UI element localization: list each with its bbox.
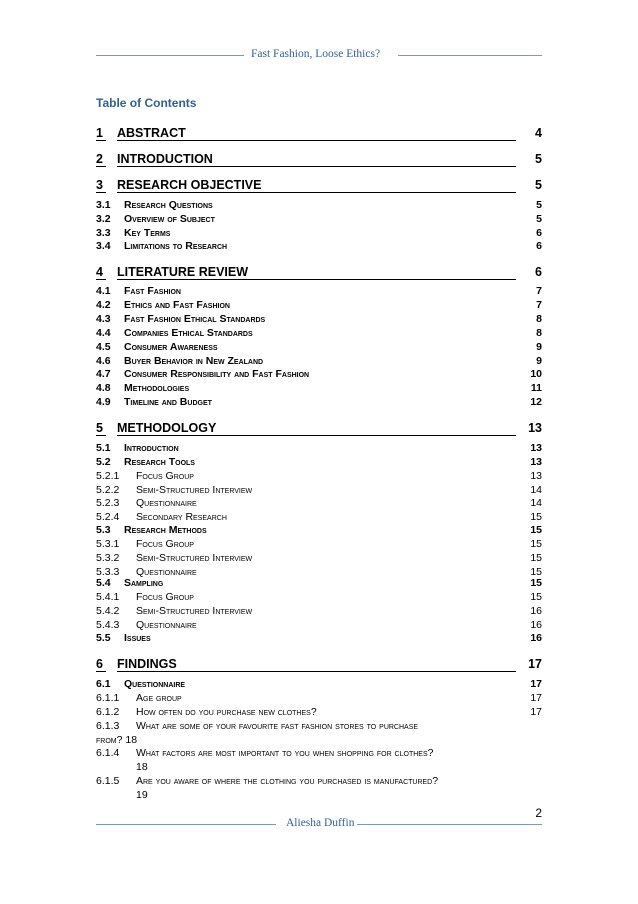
- toc-label: Overview of Subject: [124, 213, 215, 225]
- toc-number: 6.1: [96, 678, 111, 690]
- toc-page: 17: [530, 678, 542, 690]
- toc-label: What are some of your favourite fast fashion stores to purchase: [136, 720, 419, 732]
- toc-number: 5.3.3: [96, 566, 120, 578]
- header-rule-right: [398, 55, 542, 56]
- toc-page: 7: [536, 285, 542, 297]
- toc-number: 4.1: [96, 285, 111, 297]
- running-header: Fast Fashion, Loose Ethics?: [251, 48, 381, 60]
- toc-entry[interactable]: [96, 368, 542, 382]
- toc-entry[interactable]: [96, 497, 542, 511]
- toc-entry[interactable]: [96, 152, 542, 168]
- toc-page: 13: [530, 442, 542, 454]
- toc-entry[interactable]: [96, 632, 542, 646]
- toc-number: 3.4: [96, 240, 111, 252]
- toc-label: Sampling: [124, 577, 164, 589]
- toc-label: Companies Ethical Standards: [124, 327, 253, 339]
- toc-entry[interactable]: [96, 227, 542, 241]
- toc-entry[interactable]: [96, 470, 542, 484]
- toc-label: Questionnaire: [136, 619, 197, 631]
- toc-entry[interactable]: [96, 240, 542, 254]
- toc-number: 4.8: [96, 382, 111, 394]
- toc-label: Buyer Behavior in New Zealand: [124, 355, 264, 367]
- toc-page: 17: [530, 706, 542, 718]
- toc-number: 5.2.4: [96, 511, 120, 523]
- toc-number: 5.4.3: [96, 619, 120, 631]
- toc-page: 6: [536, 227, 542, 239]
- toc-entry[interactable]: [96, 524, 542, 538]
- toc-number: 5.2: [96, 456, 111, 468]
- footer-rule-left: [96, 824, 276, 825]
- toc-page: 6: [535, 265, 542, 279]
- toc-label: Focus Group: [136, 470, 194, 482]
- toc-label: Research Questions: [124, 199, 213, 211]
- toc-number: 1: [96, 126, 106, 141]
- toc-label: Timeline and Budget: [124, 396, 212, 408]
- toc-label: Questionnaire: [124, 678, 186, 690]
- toc-page: 15: [530, 566, 542, 578]
- toc-number: 4.5: [96, 341, 111, 353]
- toc-page: 4: [535, 126, 542, 140]
- toc-label: Focus Group: [136, 538, 194, 550]
- toc-page: 14: [530, 484, 542, 496]
- toc-number: 5.1: [96, 442, 111, 454]
- toc-page: 5: [536, 213, 542, 225]
- toc-page: 5: [536, 199, 542, 211]
- toc-label: Introduction: [124, 442, 179, 454]
- toc-entry[interactable]: [96, 552, 542, 566]
- toc-page: 10: [530, 368, 542, 380]
- toc-entry[interactable]: [96, 178, 542, 194]
- toc-number: 6.1.4: [96, 747, 120, 759]
- toc-label: Research Tools: [124, 456, 195, 468]
- toc-page: 15: [530, 538, 542, 550]
- toc-label: METHODOLOGY: [117, 421, 516, 436]
- toc-entry[interactable]: [96, 199, 542, 213]
- toc-entry[interactable]: [96, 538, 542, 552]
- toc-page: 15: [530, 552, 542, 564]
- toc-page: 9: [536, 355, 542, 367]
- toc-page: 14: [530, 497, 542, 509]
- toc-entry[interactable]: [96, 213, 542, 227]
- toc-number: 3.1: [96, 199, 111, 211]
- toc-entry[interactable]: [96, 126, 542, 142]
- toc-label: How often do you purchase new clothes?: [136, 706, 317, 718]
- page-number: 2: [535, 806, 542, 820]
- footer-rule-right: [357, 824, 542, 825]
- toc-label: RESEARCH OBJECTIVE: [117, 178, 516, 193]
- toc-title: Table of Contents: [96, 96, 197, 110]
- toc-number: 5.4.1: [96, 591, 120, 603]
- toc-page: 7: [536, 299, 542, 311]
- toc-entry[interactable]: [96, 442, 542, 456]
- toc-number: 3: [96, 178, 106, 193]
- toc-page: 8: [536, 327, 542, 339]
- toc-label: Semi-Structured Interview: [136, 605, 253, 617]
- toc-label: INTRODUCTION: [117, 152, 516, 167]
- toc-number: 4.3: [96, 313, 111, 325]
- toc-entry[interactable]: [96, 511, 542, 525]
- toc-label: Fast Fashion: [124, 285, 181, 297]
- toc-label: Issues: [124, 632, 151, 644]
- toc-label: LITERATURE REVIEW: [117, 265, 516, 280]
- toc-number: 6.1.5: [96, 775, 120, 787]
- toc-number: 5.2.2: [96, 484, 120, 496]
- toc-entry[interactable]: [96, 706, 542, 720]
- toc-label: Limitations to Research: [124, 240, 228, 252]
- toc-page: 13: [530, 456, 542, 468]
- toc-label: Questionnaire: [136, 566, 197, 578]
- toc-page: 8: [536, 313, 542, 325]
- toc-entry[interactable]: [96, 747, 542, 775]
- toc-number: 4.7: [96, 368, 111, 380]
- toc-entry[interactable]: [96, 327, 542, 341]
- toc-page: 15: [530, 511, 542, 523]
- toc-page: 18: [136, 761, 148, 773]
- toc-label-continuation: from?: [96, 734, 123, 746]
- toc-number: 4.6: [96, 355, 111, 367]
- toc-page: 9: [536, 341, 542, 353]
- toc-entry[interactable]: [96, 299, 542, 313]
- toc-page: 11: [530, 382, 542, 394]
- toc-label: Methodologies: [124, 382, 190, 394]
- toc-number: 5.2.1: [96, 470, 120, 482]
- toc-label: Secondary Research: [136, 511, 227, 523]
- toc-number: 6.1.2: [96, 706, 120, 718]
- toc-entry[interactable]: [96, 775, 542, 803]
- toc-page: 16: [530, 632, 542, 644]
- toc-entry[interactable]: [96, 341, 542, 355]
- toc-entry[interactable]: [96, 265, 542, 281]
- footer-author: Aliesha Duffin: [286, 817, 355, 829]
- toc-number: 4.2: [96, 299, 111, 311]
- toc-entry[interactable]: [96, 692, 542, 706]
- toc-page: 6: [536, 240, 542, 252]
- toc-number: 5.3.2: [96, 552, 120, 564]
- toc-page: 15: [530, 524, 542, 536]
- toc-entry[interactable]: [96, 396, 542, 410]
- toc-entry[interactable]: [96, 577, 542, 591]
- toc-entry[interactable]: [96, 720, 542, 748]
- toc-number: 2: [96, 152, 106, 167]
- toc-entry[interactable]: [96, 484, 542, 498]
- toc-page: 15: [530, 591, 542, 603]
- toc-number: 3.3: [96, 227, 111, 239]
- toc-entry[interactable]: [96, 355, 542, 369]
- toc-label: Key Terms: [124, 227, 171, 239]
- toc-entry[interactable]: [96, 285, 542, 299]
- toc-entry[interactable]: [96, 678, 542, 692]
- toc-number: 4.4: [96, 327, 111, 339]
- toc-label: Fast Fashion Ethical Standards: [124, 313, 266, 325]
- toc-label: Are you aware of where the clothing you purchased is manufactured?: [136, 775, 439, 787]
- toc-label: Age group: [136, 692, 182, 704]
- toc-number: 5.3.1: [96, 538, 120, 550]
- toc-entry[interactable]: [96, 605, 542, 619]
- toc-label: Consumer Responsibility and Fast Fashion: [124, 368, 310, 380]
- toc-label: Research Methods: [124, 524, 207, 536]
- toc-label: Ethics and Fast Fashion: [124, 299, 230, 311]
- toc-label: Semi-Structured Interview: [136, 552, 253, 564]
- toc-entry[interactable]: [96, 313, 542, 327]
- toc-page: 17: [530, 692, 542, 704]
- toc-page: 16: [530, 619, 542, 631]
- toc-entry[interactable]: [96, 619, 542, 633]
- toc-label: Focus Group: [136, 591, 194, 603]
- toc-entry[interactable]: [96, 657, 542, 673]
- toc-number: 6.1.3: [96, 720, 120, 732]
- toc-page: 19: [136, 789, 148, 801]
- toc-number: 5.2.3: [96, 497, 120, 509]
- toc-label: Questionnaire: [136, 497, 197, 509]
- toc-label: What factors are most important to you when shopping for clothes?: [136, 747, 434, 759]
- toc-entry[interactable]: [96, 591, 542, 605]
- toc-entry[interactable]: [96, 456, 542, 470]
- toc-page: 18: [125, 734, 138, 746]
- toc-number: 6: [96, 657, 106, 672]
- toc-label: FINDINGS: [117, 657, 516, 672]
- toc-number: 6.1.1: [96, 692, 120, 704]
- toc-number: 5.3: [96, 524, 111, 536]
- toc-number: 5.4.2: [96, 605, 120, 617]
- toc-number: 3.2: [96, 213, 111, 225]
- toc-entry[interactable]: [96, 421, 542, 437]
- toc-page: 16: [530, 605, 542, 617]
- toc-page: 13: [530, 470, 542, 482]
- toc-page: 12: [530, 396, 542, 408]
- toc-number: 5: [96, 421, 106, 436]
- toc-page: 15: [530, 577, 542, 589]
- toc-page: 13: [528, 421, 542, 435]
- header-rule-left: [96, 55, 244, 56]
- toc-page: 17: [528, 657, 542, 671]
- toc-page: 5: [535, 152, 542, 166]
- toc-page: 5: [535, 178, 542, 192]
- toc-number: 4.9: [96, 396, 111, 408]
- toc-label: Consumer Awareness: [124, 341, 218, 353]
- toc-label: Semi-Structured Interview: [136, 484, 253, 496]
- toc-number: 4: [96, 265, 106, 280]
- toc-label: ABSTRACT: [117, 126, 516, 141]
- toc-number: 5.4: [96, 577, 111, 589]
- toc-entry[interactable]: [96, 382, 542, 396]
- toc-number: 5.5: [96, 632, 111, 644]
